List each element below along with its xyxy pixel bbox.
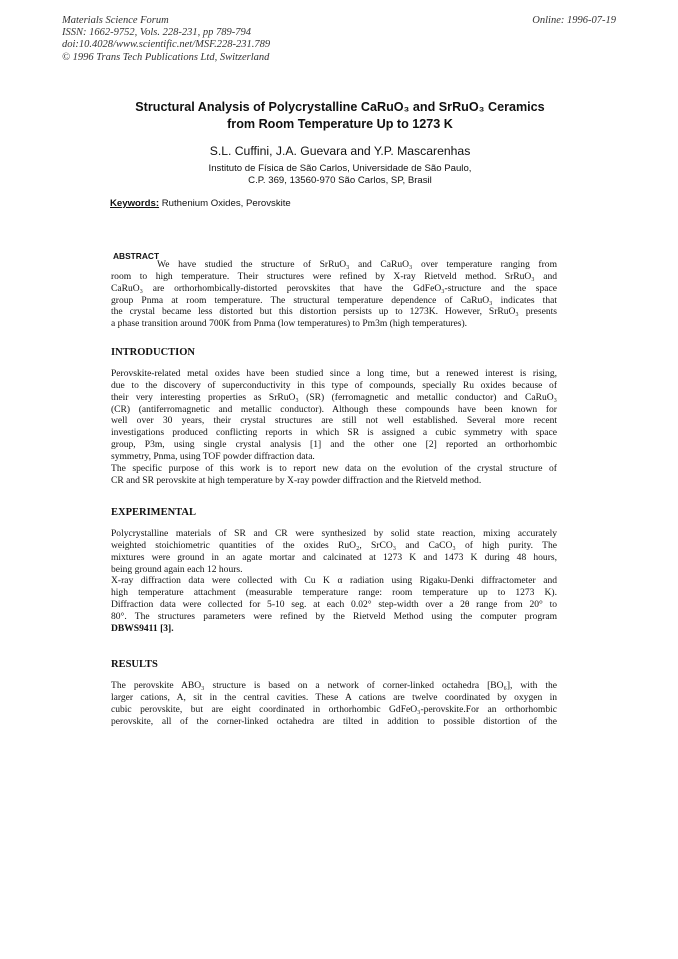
experimental-line: weighted stoichiometric quantities of the oxides RuO₂, SrCO₃ and CaCO₃ of high purity. The [111,539,557,551]
keywords-label: Keywords: [110,198,160,209]
experimental-heading: EXPERIMENTAL [111,507,196,518]
results-heading: RESULTS [111,659,158,670]
abstract-line: We have studied the structure of SrRuO₃ and CaRuO₃ over temperature ranging from [157,259,557,270]
abstract-line: room to high temperature. Their structures were refined by X-ray Rietveld method. SrRuO₃ and [111,270,557,282]
introduction-line: Perovskite-related metal oxides have been studied since a long time, but a renewed interest is rising, [111,368,557,379]
abstract-text [111,259,557,330]
experimental-line: high temperature attachment (measurable temperature range: room temperature up to 1273 K). [111,587,557,599]
journal-name: Materials Science Forum [62,15,169,26]
introduction-line: due to the discovery of superconductivity in this type of compounds, specially Ru oxides because of [111,379,557,391]
title-line-1: Structural Analysis of Polycrystalline CaRuO₃ and SrRuO₃ Ceramics [135,100,545,114]
experimental-line: DBWS9411 [3]. [111,622,174,634]
experimental-line: Polycrystalline materials of SR and CR were synthesized by solid state reaction, mixing accurately [111,528,557,539]
affiliation [110,163,570,187]
introduction-line: investigations produced conflicting reports in which SR is assigned a cubic symmetry with space [111,427,557,439]
introduction-text [111,368,557,486]
affiliation-line-2: C.P. 369, 13560-970 São Carlos, SP, Brasil [248,175,432,186]
introduction-line: their very interesting properties as SrRuO₃ (SR) (ferromagnetic and metallic conductor) and CaRuO₃ [111,391,557,403]
paper-title [90,99,590,133]
experimental-line: being ground again each 12 hours. [111,563,243,575]
introduction-line: well over 30 years, their crystal structures are still not well established. Several more recent [111,415,557,427]
title-line-2: from Room Temperature Up to 1273 K [227,117,453,131]
experimental-line: mixtures were ground in an agate mortar and calcinated at 1273 K and 1473 K during 48 hours, [111,551,557,563]
publication-info [62,15,392,64]
abstract-line: group Pnma at room temperature. The structural temperature dependence of CaRuO₃ indicates that [111,294,557,306]
experimental-line: Diffraction data were collected for 5-10 seg. at each 0.02° step-width over a 2θ range from 20° to [111,599,557,611]
introduction-line: group, P3m, using single crystal analysis [1] and the other one [2] reported an orthorhombic [111,439,557,451]
keywords [110,198,570,210]
introduction-line: (CR) (antiferromagnetic and metallic conductor). Although these compounds have been known for [111,403,557,415]
author-list: S.L. Cuffini, J.A. Guevara and Y.P. Mascarenhas [209,144,471,158]
abstract-line: the crystal became less distorted but this distortion persists up to 1273K. However, SrRuO₃ presents [111,306,557,318]
introduction-line: symmetry, Pnma, using TOF powder diffraction data. [111,450,315,462]
experimental-text [111,528,557,635]
abstract-heading: ABSTRACT [113,251,160,261]
abstract-line: a phase transition around 700K from Pnma (low temperatures) to Pm3m (high temperatures). [111,318,468,330]
introduction-line: CR and SR perovskite at high temperature by X-ray powder diffraction and the Rietveld method. [111,474,482,486]
introduction-line: The specific purpose of this work is to report new data on the evolution of the crystal structure of [111,462,557,474]
copyright-line: © 1996 Trans Tech Publications Ltd, Switzerland [62,51,270,63]
keywords-value: Ruthenium Oxides, Perovskite [161,198,291,209]
online-date: Online: 1996-07-19 [532,15,616,26]
introduction-heading: INTRODUCTION [111,347,196,358]
results-line: cubic perovskite, but are eight coordinated in orthorhombic GdFeO₃-perovskite.For an orthorhombic [111,703,557,715]
affiliation-line-1: Instituto de Física de São Carlos, Universidade de São Paulo, [208,163,472,174]
issn-line: ISSN: 1662-9752, Vols. 228-231, pp 789-794 [62,27,251,39]
results-line: perovskite, all of the corner-linked octahedra are tilted in addition to possible distortion of the [111,715,557,727]
results-line: larger cations, A, sit in the central cavities. These A cations are twelve coordinated by oxygen in [111,691,557,703]
experimental-line: X-ray diffraction data were collected with Cu K α radiation using Rigaku-Denki diffractometer and [111,575,557,587]
doi-line[interactable]: doi:10.4028/www.scientific.net/MSF.228-231.789 [62,39,271,51]
results-line: The perovskite ABO₃ structure is based on a network of corner-linked octahedra [BO₆], with the [111,680,557,691]
results-text [111,680,557,727]
experimental-line: 80°. The structures parameters were refined by the Rietveld Method using the computer program [111,610,557,622]
abstract-line: CaRuO₃ are orthorhombically-distorted perovskites that have the GdFeO₃-structure and the space [111,282,557,294]
